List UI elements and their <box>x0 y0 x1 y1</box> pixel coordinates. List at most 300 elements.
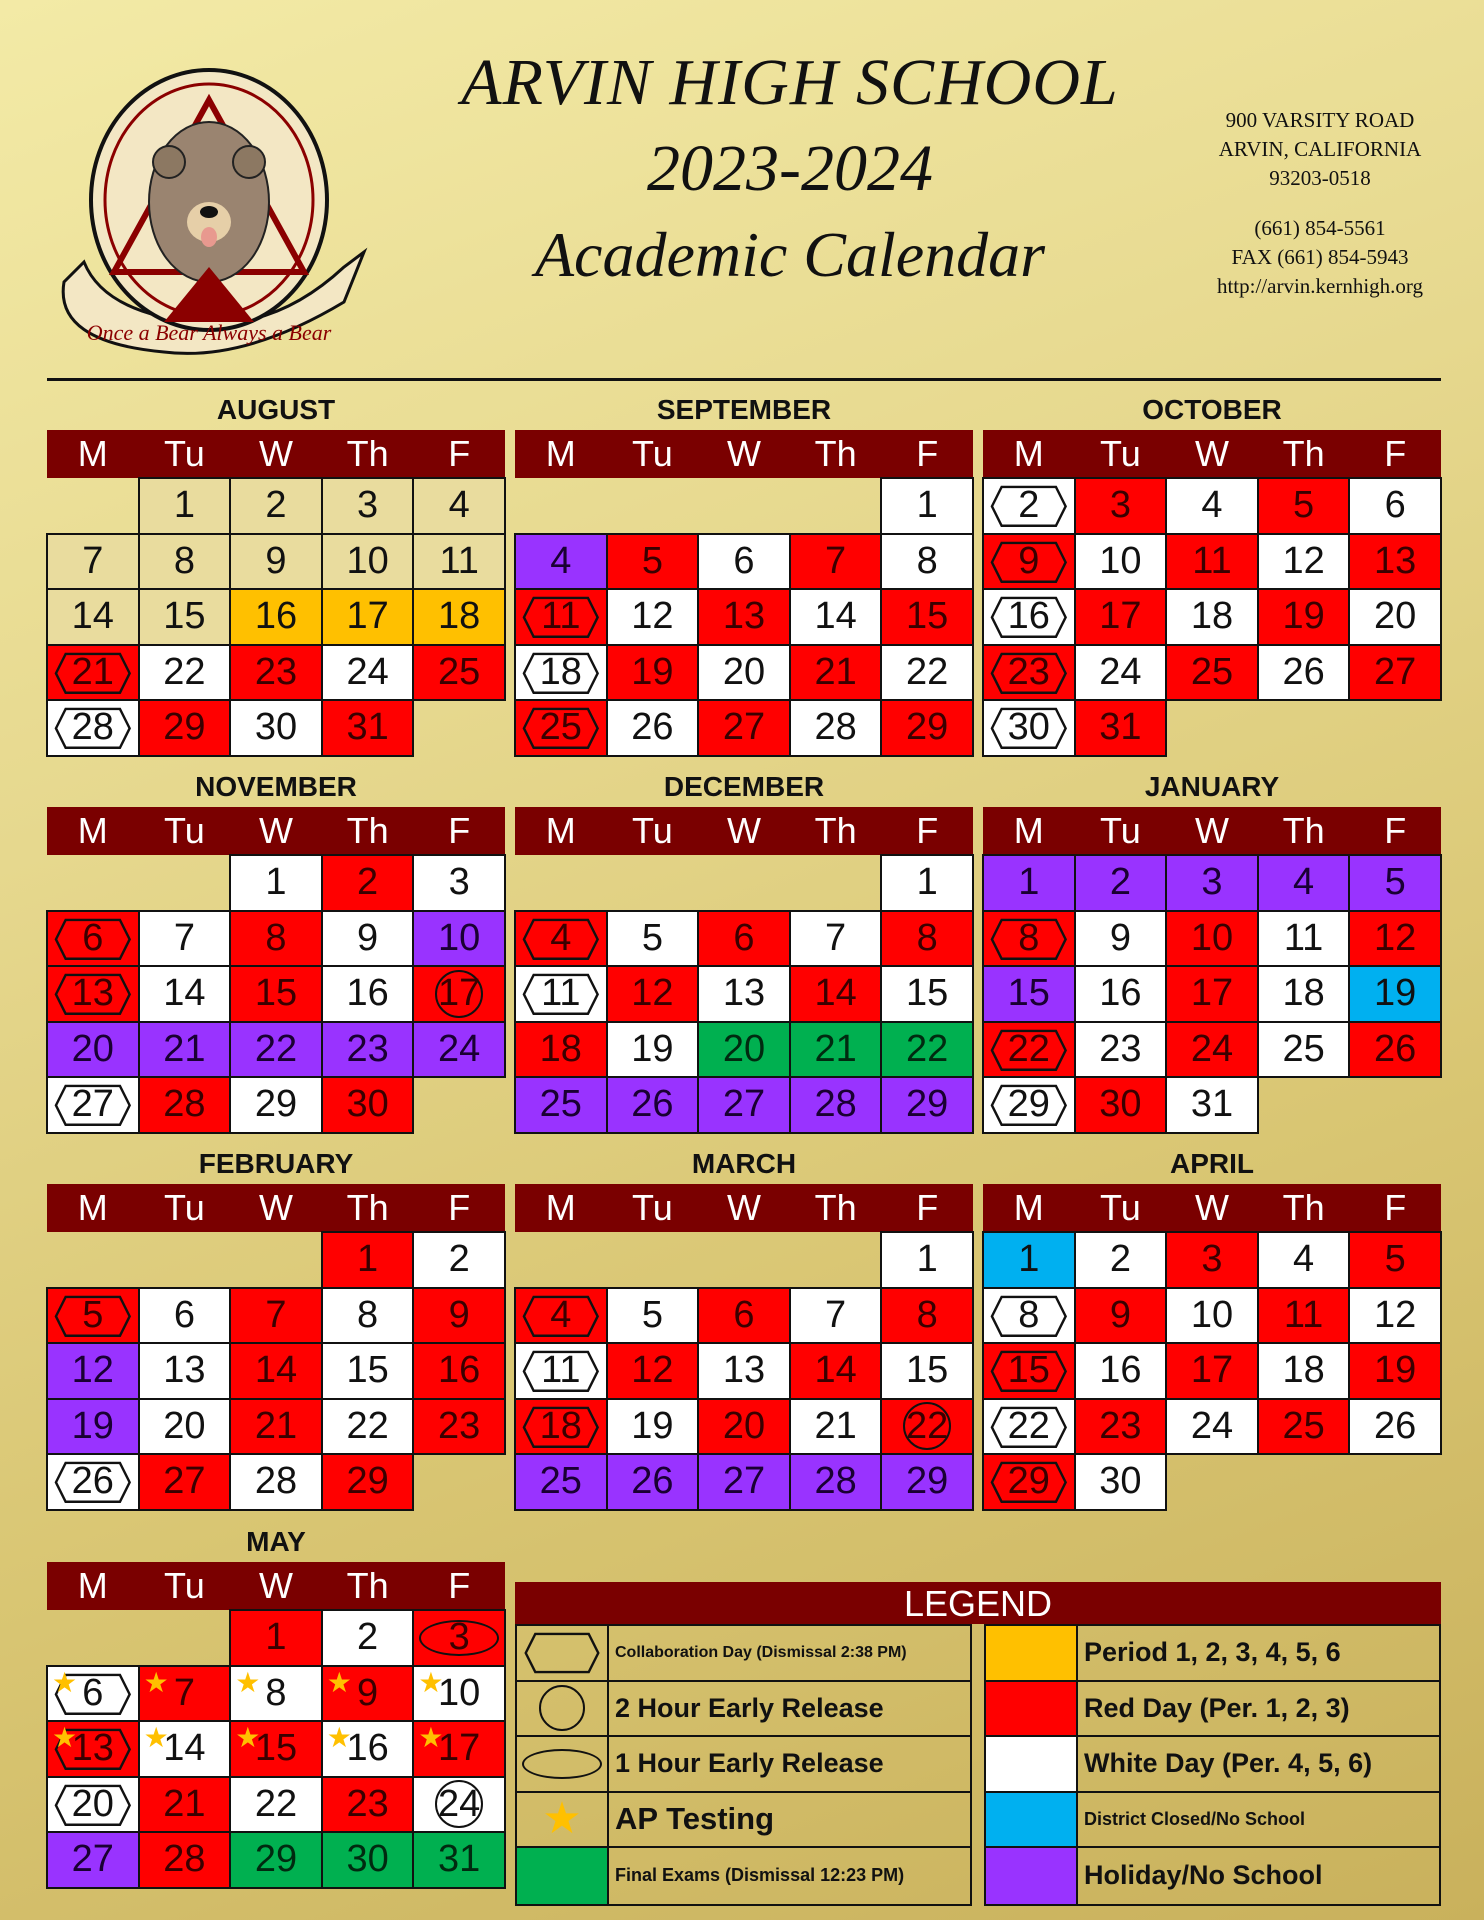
day-cell[interactable] <box>606 588 700 646</box>
day-cell[interactable] <box>46 1665 140 1723</box>
day-number: 23 <box>346 1782 389 1825</box>
day-cell[interactable] <box>1348 1342 1442 1400</box>
day-cell[interactable] <box>982 588 1076 646</box>
day-number: 23 <box>254 650 298 693</box>
day-cell[interactable] <box>46 644 140 702</box>
day-cell[interactable] <box>982 477 1076 535</box>
day-cell[interactable] <box>46 1776 140 1834</box>
day-cell[interactable] <box>1257 1398 1351 1456</box>
day-cell[interactable] <box>46 1287 140 1345</box>
day-cell[interactable] <box>697 699 791 757</box>
day-cell[interactable] <box>46 1453 140 1511</box>
day-cell[interactable] <box>1165 644 1259 702</box>
day-cell[interactable] <box>412 1720 506 1778</box>
month-name: AUGUST <box>216 394 336 425</box>
day-number: 28 <box>254 1460 298 1503</box>
day-cell[interactable] <box>1074 699 1168 757</box>
day-number: 18 <box>539 1404 582 1447</box>
day-cell[interactable] <box>880 699 974 757</box>
day-cell[interactable] <box>789 1453 883 1511</box>
day-cell[interactable] <box>606 1398 700 1456</box>
day-cell[interactable] <box>229 644 323 702</box>
day-cell[interactable] <box>138 1287 232 1345</box>
day-number: 21 <box>163 1782 206 1825</box>
day-cell[interactable] <box>697 588 791 646</box>
day-cell[interactable] <box>412 533 506 591</box>
day-cell[interactable] <box>229 1665 323 1723</box>
day-cell[interactable] <box>138 533 232 591</box>
day-cell[interactable] <box>1348 910 1442 968</box>
day-number: 7 <box>825 539 847 582</box>
day-cell[interactable] <box>1074 910 1168 968</box>
day-cell[interactable] <box>982 699 1076 757</box>
day-cell[interactable] <box>46 1831 140 1889</box>
day-cell[interactable] <box>1074 1287 1168 1345</box>
weekday-header <box>515 807 973 855</box>
day-cell[interactable] <box>229 533 323 591</box>
day-cell[interactable] <box>321 1076 415 1134</box>
day-cell[interactable] <box>1165 965 1259 1023</box>
day-cell[interactable] <box>321 1453 415 1511</box>
day-cell[interactable] <box>982 854 1076 912</box>
day-cell[interactable] <box>606 1021 700 1079</box>
day-cell[interactable] <box>229 1720 323 1778</box>
day-cell[interactable] <box>138 1831 232 1889</box>
day-cell[interactable] <box>138 1665 232 1723</box>
day-cell[interactable] <box>982 644 1076 702</box>
day-cell[interactable] <box>514 588 608 646</box>
day-cell[interactable] <box>1257 1342 1351 1400</box>
day-cell[interactable] <box>606 965 700 1023</box>
empty-cell <box>697 1231 791 1289</box>
day-cell[interactable] <box>1257 854 1351 912</box>
day-cell[interactable] <box>1257 965 1351 1023</box>
weekday-label: Tu <box>164 1187 205 1228</box>
day-number: 28 <box>814 1460 857 1503</box>
day-cell[interactable] <box>606 533 700 591</box>
day-cell[interactable] <box>606 699 700 757</box>
day-cell[interactable] <box>138 644 232 702</box>
day-cell[interactable] <box>789 965 883 1023</box>
weekday-label: M <box>545 1187 576 1228</box>
day-cell[interactable] <box>229 1021 323 1079</box>
day-cell[interactable] <box>1348 1231 1442 1289</box>
day-cell[interactable] <box>229 699 323 757</box>
day-cell[interactable] <box>1257 1021 1351 1079</box>
day-cell[interactable] <box>1165 854 1259 912</box>
day-cell[interactable] <box>982 1287 1076 1345</box>
day-number: 19 <box>1374 972 1417 1015</box>
day-cell[interactable] <box>321 1398 415 1456</box>
day-cell[interactable] <box>789 910 883 968</box>
day-cell[interactable] <box>321 1609 415 1667</box>
legend-label: District Closed/No School <box>1084 1808 1306 1829</box>
day-cell[interactable] <box>880 1342 974 1400</box>
day-grid <box>515 478 973 756</box>
day-cell[interactable] <box>1165 1021 1259 1079</box>
day-cell[interactable] <box>46 533 140 591</box>
day-cell[interactable] <box>880 1021 974 1079</box>
day-cell[interactable] <box>46 1720 140 1778</box>
day-cell[interactable] <box>138 910 232 968</box>
day-number: 6 <box>82 916 104 959</box>
day-cell[interactable] <box>138 588 232 646</box>
day-cell[interactable] <box>1348 588 1442 646</box>
day-cell[interactable] <box>697 1287 791 1345</box>
day-cell[interactable] <box>1348 1398 1442 1456</box>
day-cell[interactable] <box>46 965 140 1023</box>
day-number: 2 <box>1018 484 1040 527</box>
day-cell[interactable] <box>982 1076 1076 1134</box>
day-number: 31 <box>346 706 389 749</box>
day-cell[interactable] <box>412 854 506 912</box>
day-number: 20 <box>722 1027 766 1070</box>
day-number: 9 <box>357 916 379 959</box>
day-cell[interactable] <box>412 477 506 535</box>
day-cell[interactable] <box>229 1342 323 1400</box>
legend-row <box>986 1793 1439 1849</box>
day-number: 25 <box>1190 650 1234 693</box>
day-cell[interactable] <box>982 1231 1076 1289</box>
day-cell[interactable] <box>789 588 883 646</box>
day-cell[interactable] <box>1074 644 1168 702</box>
day-cell[interactable] <box>1074 1453 1168 1511</box>
day-cell[interactable] <box>1074 854 1168 912</box>
day-cell[interactable] <box>982 533 1076 591</box>
day-cell[interactable] <box>1257 910 1351 968</box>
day-cell[interactable] <box>1257 477 1351 535</box>
day-cell[interactable] <box>1257 1231 1351 1289</box>
month-name: JANUARY <box>1144 771 1280 802</box>
day-cell[interactable] <box>880 965 974 1023</box>
school-year: 2023-2024 <box>647 132 933 205</box>
weekday-label: F <box>1384 810 1407 851</box>
day-cell[interactable] <box>1348 644 1442 702</box>
day-cell[interactable] <box>1165 477 1259 535</box>
website-link[interactable]: http://arvin.kernhigh.org <box>1216 274 1424 298</box>
day-cell[interactable] <box>1165 1342 1259 1400</box>
day-cell[interactable] <box>514 1076 608 1134</box>
day-cell[interactable] <box>1074 1398 1168 1456</box>
day-cell[interactable] <box>606 1076 700 1134</box>
day-cell[interactable] <box>412 1831 506 1889</box>
day-cell[interactable] <box>412 1231 506 1289</box>
weekday-label: W <box>727 1187 761 1228</box>
day-cell[interactable] <box>138 477 232 535</box>
day-number: 6 <box>82 1671 104 1714</box>
day-cell[interactable] <box>514 699 608 757</box>
day-cell[interactable] <box>880 910 974 968</box>
day-cell[interactable] <box>880 533 974 591</box>
day-cell[interactable] <box>321 1665 415 1723</box>
day-cell[interactable] <box>697 965 791 1023</box>
day-cell[interactable] <box>412 1609 506 1667</box>
day-cell[interactable] <box>880 477 974 535</box>
empty-cell <box>229 1231 323 1289</box>
day-cell[interactable] <box>1074 1342 1168 1400</box>
day-cell[interactable] <box>412 910 506 968</box>
day-cell[interactable] <box>229 910 323 968</box>
day-cell[interactable] <box>982 965 1076 1023</box>
day-cell[interactable] <box>1348 477 1442 535</box>
day-number: 23 <box>1099 1404 1142 1447</box>
day-number: 15 <box>1007 972 1050 1015</box>
day-cell[interactable] <box>229 588 323 646</box>
day-cell[interactable] <box>1257 1287 1351 1345</box>
weekday-label: M <box>77 810 108 851</box>
day-cell[interactable] <box>412 1342 506 1400</box>
day-cell[interactable] <box>412 1287 506 1345</box>
day-number: 15 <box>254 1727 298 1770</box>
day-cell[interactable] <box>1165 1076 1259 1134</box>
day-cell[interactable] <box>229 1831 323 1889</box>
day-cell[interactable] <box>1257 588 1351 646</box>
weekday-header <box>983 807 1441 855</box>
day-cell[interactable] <box>880 1287 974 1345</box>
day-cell[interactable] <box>514 533 608 591</box>
day-cell[interactable] <box>606 910 700 968</box>
day-cell[interactable] <box>697 1342 791 1400</box>
day-cell[interactable] <box>697 644 791 702</box>
day-cell[interactable] <box>697 1453 791 1511</box>
day-cell[interactable] <box>789 699 883 757</box>
day-cell[interactable] <box>46 588 140 646</box>
day-number: 30 <box>1099 1083 1142 1126</box>
day-cell[interactable] <box>321 477 415 535</box>
day-cell[interactable] <box>46 1398 140 1456</box>
weekday-label: W <box>1195 810 1229 851</box>
empty-cell <box>138 1231 232 1289</box>
day-cell[interactable] <box>229 1776 323 1834</box>
day-cell[interactable] <box>1074 965 1168 1023</box>
month-november <box>47 763 505 1133</box>
day-number: 13 <box>722 1349 766 1392</box>
day-cell[interactable] <box>229 965 323 1023</box>
day-number: 5 <box>1384 861 1406 904</box>
month-name: APRIL <box>1170 1148 1254 1179</box>
day-cell[interactable] <box>138 965 232 1023</box>
day-number: 30 <box>346 1838 389 1881</box>
day-cell[interactable] <box>321 533 415 591</box>
day-cell[interactable] <box>138 1076 232 1134</box>
day-cell[interactable] <box>982 1453 1076 1511</box>
day-cell[interactable] <box>697 533 791 591</box>
day-number: 21 <box>71 650 114 693</box>
weekday-label: Th <box>1282 433 1325 474</box>
day-cell[interactable] <box>514 1021 608 1079</box>
day-number: 6 <box>733 1293 755 1336</box>
month-name: MARCH <box>691 1148 797 1179</box>
day-cell[interactable] <box>46 699 140 757</box>
day-cell[interactable] <box>138 1021 232 1079</box>
day-cell[interactable] <box>138 1453 232 1511</box>
day-cell[interactable] <box>138 1776 232 1834</box>
day-cell[interactable] <box>321 1831 415 1889</box>
empty-cell <box>606 477 700 535</box>
bear-crest-icon <box>44 52 374 362</box>
day-cell[interactable] <box>321 965 415 1023</box>
weekday-label: W <box>259 810 293 851</box>
day-cell[interactable] <box>1074 1076 1168 1134</box>
day-cell[interactable] <box>46 1342 140 1400</box>
weekday-label: Tu <box>164 810 205 851</box>
day-number: 17 <box>1099 595 1142 638</box>
day-cell[interactable] <box>138 699 232 757</box>
day-cell[interactable] <box>321 699 415 757</box>
day-number: 3 <box>357 484 379 527</box>
day-number: 16 <box>438 1349 481 1392</box>
day-cell[interactable] <box>321 1231 415 1289</box>
day-number: 14 <box>814 595 857 638</box>
day-cell[interactable] <box>412 965 506 1023</box>
day-number: 5 <box>1293 484 1315 527</box>
day-cell[interactable] <box>1348 1021 1442 1079</box>
day-cell[interactable] <box>46 1021 140 1079</box>
day-cell[interactable] <box>514 1453 608 1511</box>
day-cell[interactable] <box>514 1398 608 1456</box>
day-cell[interactable] <box>697 910 791 968</box>
day-cell[interactable] <box>412 1021 506 1079</box>
day-cell[interactable] <box>1165 1287 1259 1345</box>
day-cell[interactable] <box>697 1398 791 1456</box>
day-cell[interactable] <box>880 1398 974 1456</box>
day-cell[interactable] <box>880 1453 974 1511</box>
day-cell[interactable] <box>982 1342 1076 1400</box>
day-cell[interactable] <box>789 644 883 702</box>
day-cell[interactable] <box>514 910 608 968</box>
legend-colors-column <box>984 1624 1441 1906</box>
day-cell[interactable] <box>229 854 323 912</box>
day-cell[interactable] <box>789 1076 883 1134</box>
day-cell[interactable] <box>880 588 974 646</box>
day-number: 16 <box>1099 1349 1142 1392</box>
day-cell[interactable] <box>880 1231 974 1289</box>
day-cell[interactable] <box>412 1776 506 1834</box>
day-cell[interactable] <box>1165 1231 1259 1289</box>
day-cell[interactable] <box>1348 965 1442 1023</box>
day-number: 27 <box>722 706 766 749</box>
day-number: 20 <box>71 1782 114 1825</box>
weekday-label: Th <box>814 810 857 851</box>
day-cell[interactable] <box>321 588 415 646</box>
day-number: 24 <box>1190 1027 1234 1070</box>
day-number: 15 <box>906 972 949 1015</box>
day-cell[interactable] <box>789 1021 883 1079</box>
day-cell[interactable] <box>46 1076 140 1134</box>
day-cell[interactable] <box>1348 1287 1442 1345</box>
day-cell[interactable] <box>982 1021 1076 1079</box>
day-cell[interactable] <box>514 1287 608 1345</box>
day-cell[interactable] <box>789 1342 883 1400</box>
day-number: 22 <box>906 1027 949 1070</box>
day-cell[interactable] <box>321 644 415 702</box>
day-cell[interactable] <box>1074 477 1168 535</box>
weekday-header <box>983 430 1441 478</box>
day-cell[interactable] <box>1074 533 1168 591</box>
day-cell[interactable] <box>412 588 506 646</box>
weekday-label: M <box>77 1565 108 1606</box>
weekday-header <box>983 1184 1441 1232</box>
day-cell[interactable] <box>321 1021 415 1079</box>
day-cell[interactable] <box>321 1720 415 1778</box>
day-cell[interactable] <box>1165 910 1259 968</box>
day-cell[interactable] <box>229 1076 323 1134</box>
day-cell[interactable] <box>229 477 323 535</box>
day-cell[interactable] <box>789 533 883 591</box>
day-cell[interactable] <box>138 1720 232 1778</box>
day-number: 1 <box>916 484 938 527</box>
day-cell[interactable] <box>321 1287 415 1345</box>
day-cell[interactable] <box>1165 533 1259 591</box>
day-number: 20 <box>1374 595 1417 638</box>
day-cell[interactable] <box>514 1342 608 1400</box>
day-cell[interactable] <box>697 1021 791 1079</box>
day-cell[interactable] <box>321 1342 415 1400</box>
day-cell[interactable] <box>412 644 506 702</box>
day-number: 3 <box>448 861 470 904</box>
day-cell[interactable] <box>46 910 140 968</box>
day-cell[interactable] <box>229 1398 323 1456</box>
day-cell[interactable] <box>880 644 974 702</box>
day-cell[interactable] <box>412 1665 506 1723</box>
day-cell[interactable] <box>880 1076 974 1134</box>
school-logo <box>44 52 374 362</box>
day-cell[interactable] <box>138 1398 232 1456</box>
day-cell[interactable] <box>606 1342 700 1400</box>
day-cell[interactable] <box>606 1453 700 1511</box>
day-cell[interactable] <box>1348 854 1442 912</box>
day-cell[interactable] <box>606 644 700 702</box>
day-cell[interactable] <box>514 965 608 1023</box>
day-number: 7 <box>82 539 104 582</box>
day-cell[interactable] <box>321 854 415 912</box>
day-cell[interactable] <box>229 1287 323 1345</box>
day-cell[interactable] <box>1074 1231 1168 1289</box>
day-cell[interactable] <box>1257 533 1351 591</box>
day-number: 22 <box>906 650 949 693</box>
day-number: 12 <box>631 972 674 1015</box>
day-cell[interactable] <box>1165 1398 1259 1456</box>
day-cell[interactable] <box>1348 533 1442 591</box>
day-cell[interactable] <box>789 1398 883 1456</box>
day-number: 2 <box>1109 1238 1131 1281</box>
day-cell[interactable] <box>138 1342 232 1400</box>
day-cell[interactable] <box>880 854 974 912</box>
day-cell[interactable] <box>982 910 1076 968</box>
fax-number: FAX (661) 854-5943 <box>1231 245 1409 269</box>
day-cell[interactable] <box>412 1398 506 1456</box>
day-number: 10 <box>438 1671 481 1714</box>
day-cell[interactable] <box>1074 588 1168 646</box>
day-cell[interactable] <box>321 910 415 968</box>
day-number: 25 <box>539 1460 582 1503</box>
legend-swatch <box>517 1793 609 1847</box>
day-cell[interactable] <box>606 1287 700 1345</box>
day-cell[interactable] <box>229 1453 323 1511</box>
day-number: 6 <box>733 916 755 959</box>
day-cell[interactable] <box>789 1287 883 1345</box>
hexagon-icon <box>522 1632 602 1674</box>
day-cell[interactable] <box>229 1609 323 1667</box>
day-cell[interactable] <box>1074 1021 1168 1079</box>
day-cell[interactable] <box>514 644 608 702</box>
day-cell[interactable] <box>1257 644 1351 702</box>
day-cell[interactable] <box>982 1398 1076 1456</box>
day-cell[interactable] <box>321 1776 415 1834</box>
day-cell[interactable] <box>697 1076 791 1134</box>
day-cell[interactable] <box>1165 588 1259 646</box>
day-number: 27 <box>163 1460 206 1503</box>
